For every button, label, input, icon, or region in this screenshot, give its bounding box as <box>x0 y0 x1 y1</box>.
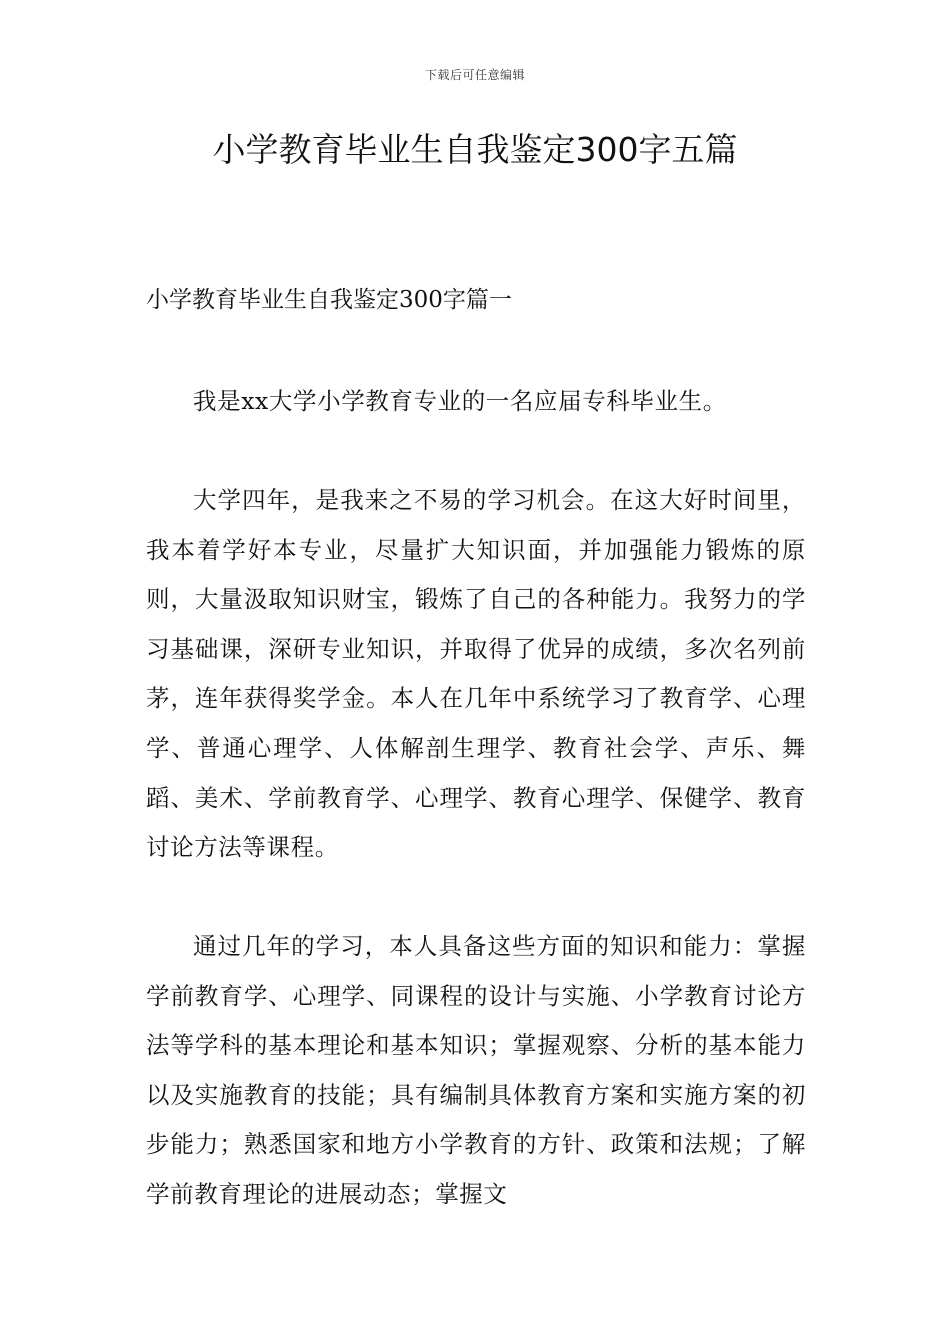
document-title: 小学教育毕业生自我鉴定300字五篇 <box>212 130 738 169</box>
paragraph-intro: 我是xx大学小学教育专业的一名应届专科毕业生。 <box>193 387 727 415</box>
section-heading: 小学教育毕业生自我鉴定300字篇一 <box>146 287 512 313</box>
paragraph-abilities: 通过几年的学习，本人具备这些方面的知识和能力：掌握学前教育学、心理学、同课程的设计与实施、小学教育讨论方法等学科的基本理论和基本知识；掌握观察、分析的基本能力以及实施教育的技能；具有编制具体教育方案和实施方案的初步能力；熟悉国家和地方小学教育的方针、政策和法规；了解学前教育理论的进展动态；掌握文 <box>146 932 806 1208</box>
header-note: 下载后可任意编辑 <box>424 68 525 82</box>
paragraph-study: 大学四年，是我来之不易的学习机会。在这大好时间里，我本着学好本专业，尽量扩大知识面，并加强能力锻炼的原则，大量汲取知识财宝，锻炼了自己的各种能力。我努力的学习基础课，深研专业知识，并取得了优异的成绩，多次名列前茅，连年获得奖学金。本人在几年中系统学习了教育学、心理学、普通心理学、人体解剖生理学、教育社会学、声乐、舞蹈、美术、学前教育学、心理学、教育心理学、保健学、教育讨论方法等课程。 <box>146 486 806 862</box>
